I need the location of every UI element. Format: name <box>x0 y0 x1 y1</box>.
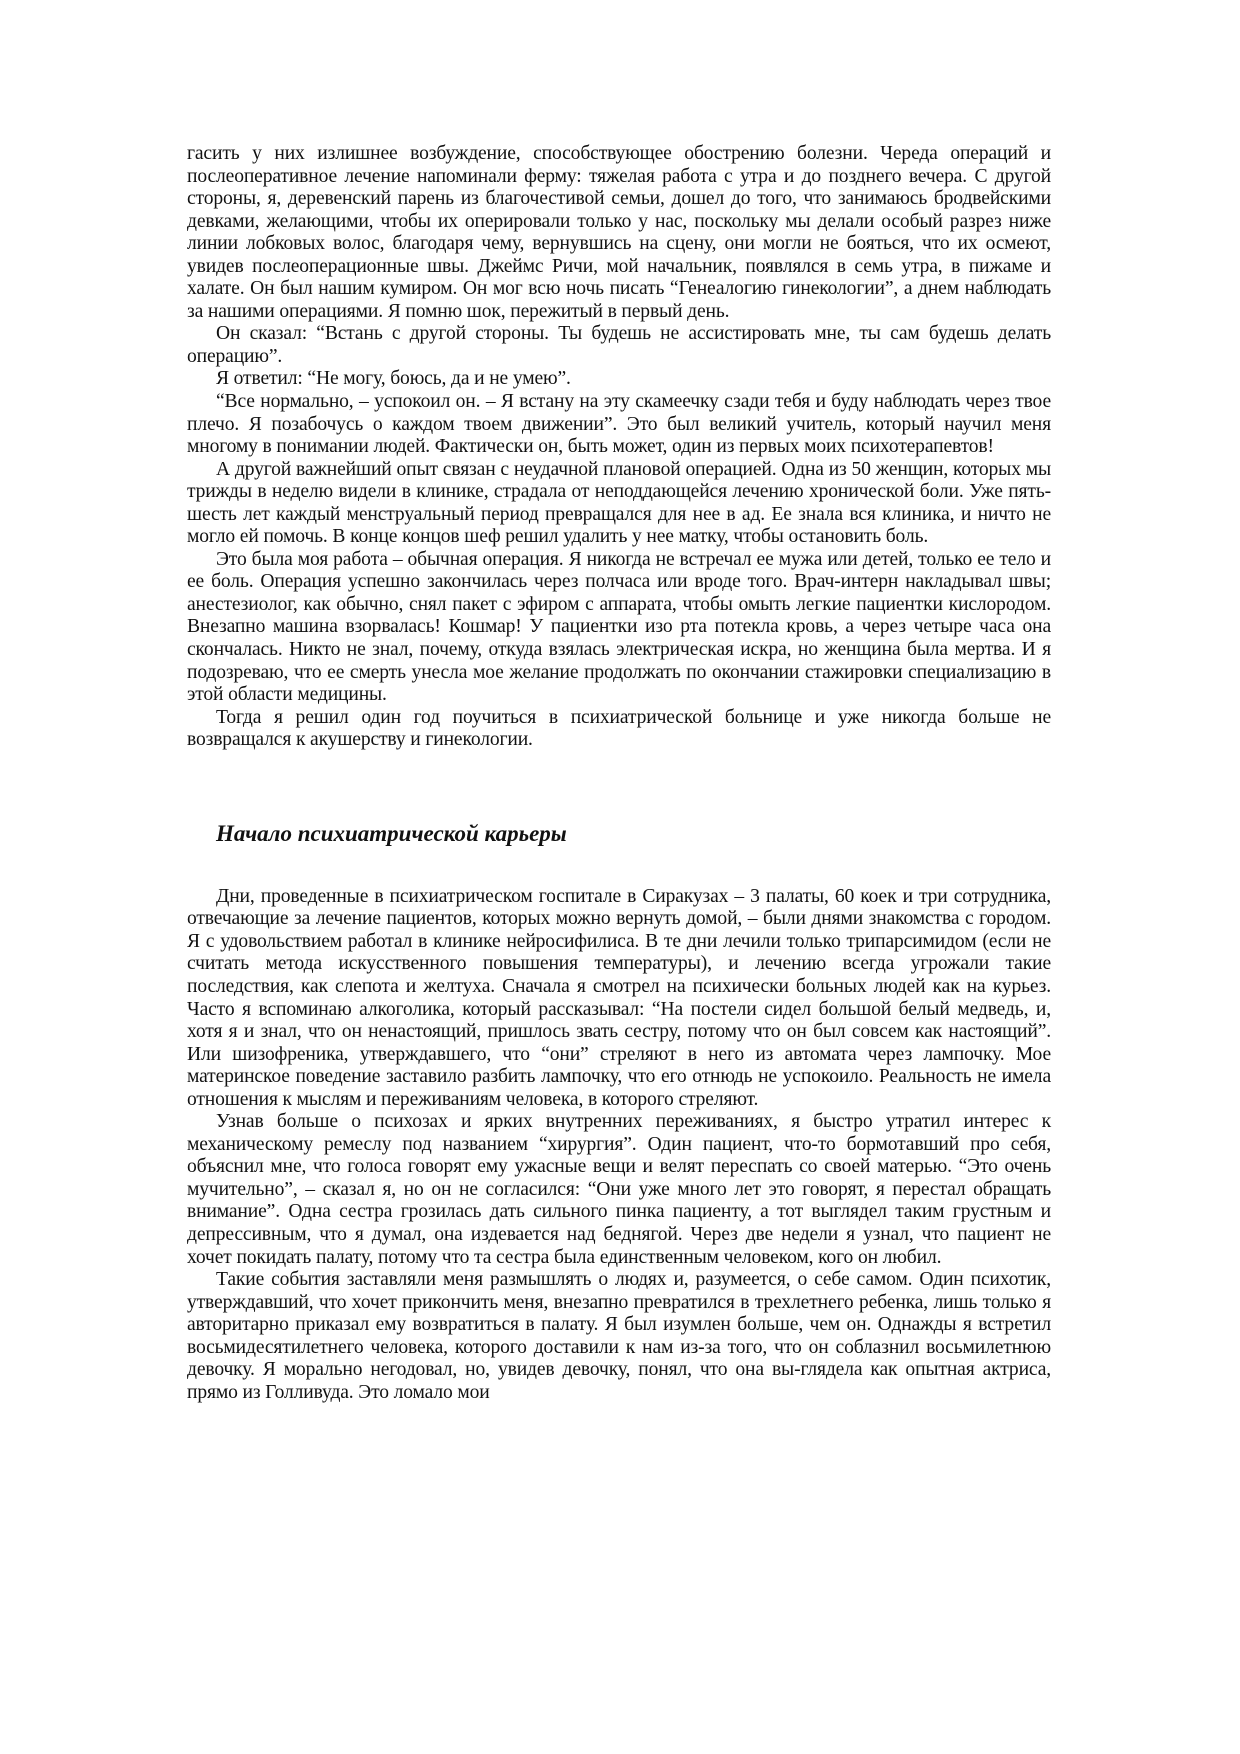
paragraph: “Все нормально, – успокоил он. – Я встану на эту скамеечку сзади тебя и буду наблюдать через твое плечо. Я позабочусь о каждом твоем движении”. Это был великий учитель, который научил меня многому в понимании людей. Фактически он, быть может, один из первых моих психотерапевтов! <box>187 391 1051 458</box>
paragraph: Это была моя работа – обычная операция. Я никогда не встречал ее мужа или детей, только ее тело и ее боль. Операция успешно закончилась через полчаса или вроде того. Врач-интерн накладывал швы; анестезиолог, как обычно, снял пакет с эфиром с аппарата, чтобы омыть легкие пациентки кислородом. Внезапно машина взорвалась! Кошмар! У пациентки изо рта потекла кровь, а через четыре часа она скончалась. Никто не знал, почему, откуда взялась электрическая искра, но женщина была мертва. И я подозреваю, что ее смерть унесла мое желание продолжать по окончании стажировки специализацию в этой области медицины. <box>187 548 1051 706</box>
paragraph: Я ответил: “Не могу, боюсь, да и не умею”. <box>216 368 571 390</box>
paragraph: Дни, проведенные в психиатрическом госпитале в Сиракузах – 3 палаты, 60 коек и три сотрудника, отвечающие за лечение пациентов, которых можно вернуть домой, – были днями знакомства с городом. Я с удовольствием работал в клинике нейросифилиса. В те дни лечили только трипарсимидом (если не считать метода искусственного повышения температуры), и лечению всегда угрожали такие последствия, как слепота и желтуха. Сначала я смотрел на психически больных людей как на курьез. Часто я вспоминаю алкоголика, который рассказывал: “На постели сидел большой белый медведь, и, хотя я и знал, что он ненастоящий, пришлось звать сестру, потому что он был совсем как настоящий”. Или шизофреника, утверждавшего, что “они” стреляют в него из автомата через лампочку. Мое материнское поведение заставило разбить лампочку, что его отнюдь не успокоило. Реальность не имела отношения к мыслям и переживаниям человека, в которого стреляют. <box>187 885 1051 1110</box>
section-heading: Начало психиатрической карьеры <box>216 820 567 846</box>
paragraph: Тогда я решил один год поучиться в психиатрической больнице и уже никогда больше не возвращался к акушерству и гинекологии. <box>187 706 1051 751</box>
spacer <box>187 752 1051 821</box>
paragraph: Узнав больше о психозах и ярких внутренних переживаниях, я быстро утратил интерес к механическому ремеслу под названием “хирургия”. Один пациент, что-то бормотавший про себя, объяснил мне, что голоса говорят ему ужасные вещи и велят переспать со своей матерью. “Это очень мучительно”, – сказал я, но он не согласился: “Они уже много лет это говорят, я перестал обращать внимание”. Одна сестра грозилась дать сильного пинка пациенту, а тот выглядел таким грустным и депрессивным, что я думал, она издевается над беднягой. Через две недели я узнал, что пациент не хочет покидать палату, потому что та сестра была единственным человеком, кого он любил. <box>187 1111 1051 1268</box>
spacer <box>187 847 1051 886</box>
document-page <box>187 143 1051 1404</box>
paragraph: Он сказал: “Встань с другой стороны. Ты будешь не ассистировать мне, ты сам будешь делать операцию”. <box>187 323 1051 367</box>
paragraph: Такие события заставляли меня размышлять о людях и, разумеется, о себе самом. Один психотик, утверждавший, что хочет прикончить меня, внезапно превратился в трехлетнего ребенка, лишь только я авторитарно приказал ему возвратиться в палату. Я был изумлен больше, чем он. Однажды я встретил восьмидесятилетнего человека, которого доставили к нам из-за того, что он соблазнил восьмилетнюю девочку. Я морально негодовал, но, увидев девочку, понял, что она вы-глядела как опытная актриса, прямо из Голливуда. Это ломало мои <box>187 1269 1051 1403</box>
paragraph-continued: гасить у них излишнее возбуждение, способствующее обострению болезни. Череда операций и послеоперативное лечение напоминали ферму: тяжелая работа с утра и до позднего вечера. С другой стороны, я, деревенский парень из благочестивой семьи, дошел до того, что занимаюсь бродвейскими девками, желающими, чтобы их оперировали только у нас, поскольку мы делали особый разрез ниже линии лобковых волос, благодаря чему, вернувшись на сцену, они могли не бояться, что их осмеют, увидев послеоперационные швы. Джеймс Ричи, мой начальник, появлялся в семь утра, в пижаме и халате. Он был нашим кумиром. Он мог всю ночь писать “Генеалогию гинекологии”, а днем наблюдать за нашими операциями. Я помню шок, пережитый в первый день. <box>187 143 1051 322</box>
paragraph: А другой важнейший опыт связан с неудачной плановой операцией. Одна из 50 женщин, которых мы трижды в неделю видели в клинике, страдала от неподдающейся лечению хронической боли. Уже пять-шесть лет каждый менструальный период превращался для нее в ад. Ее знала вся клиника, и ничто не могло ей помочь. В конце концов шеф решил удалить у нее матку, чтобы остановить боль. <box>187 458 1051 548</box>
